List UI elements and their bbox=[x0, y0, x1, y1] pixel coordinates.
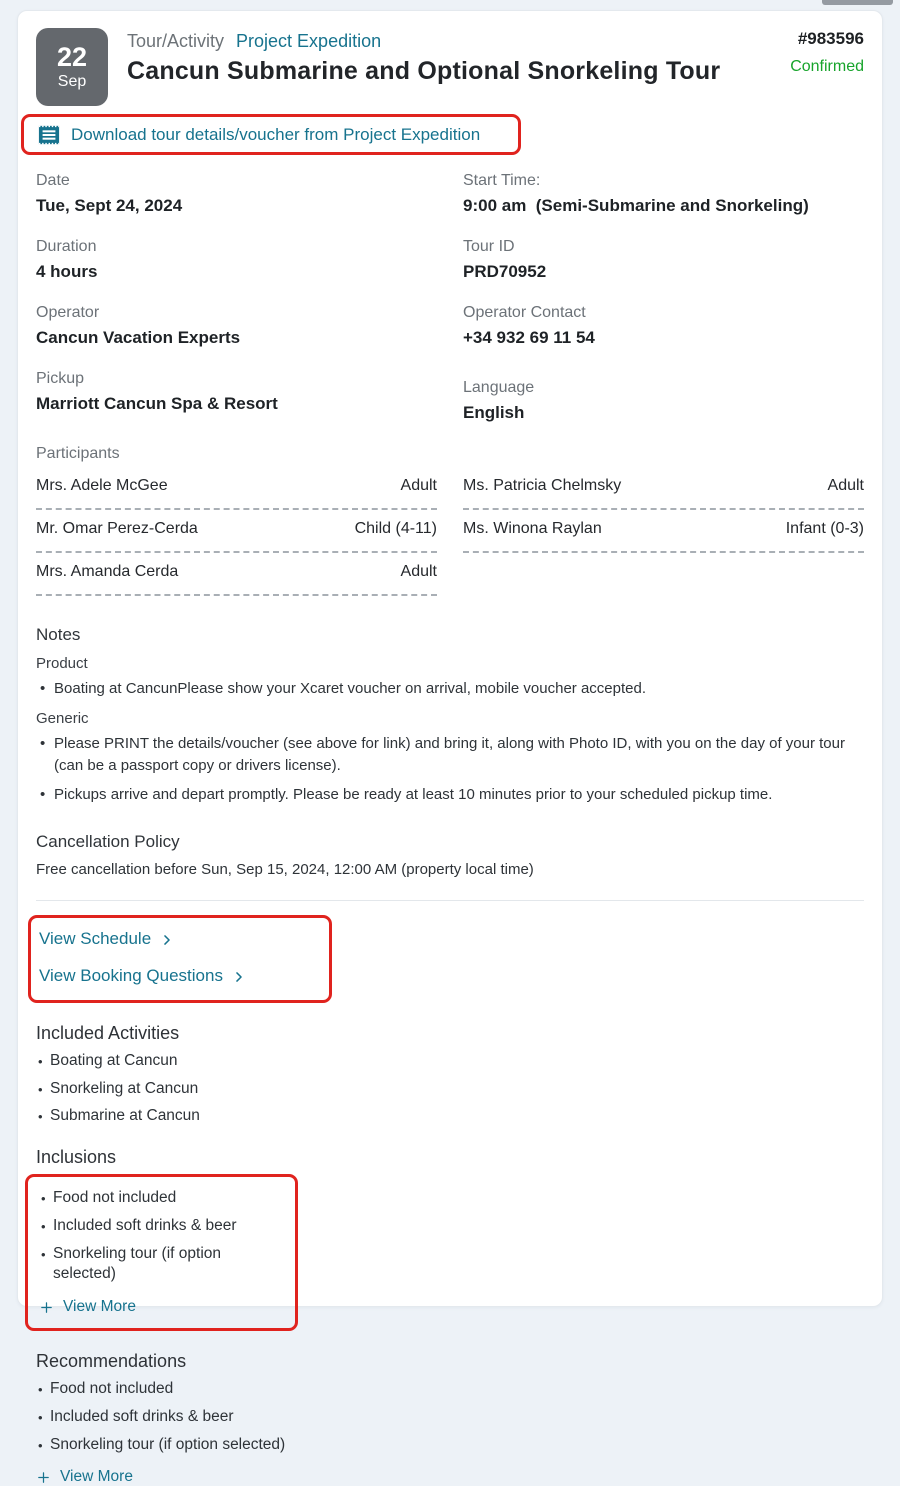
recommendation-item: • Included soft drinks & beer bbox=[36, 1407, 864, 1428]
view-booking-questions-link[interactable] bbox=[39, 966, 321, 986]
notes-generic-heading: Generic bbox=[36, 710, 89, 728]
participant-type: Adult bbox=[400, 477, 437, 494]
included-activities-heading: Included Activities bbox=[36, 1022, 180, 1043]
booking-detail-card bbox=[17, 10, 883, 1486]
participant-name: Mrs. Adele McGee bbox=[36, 477, 168, 494]
detail-label: Start Time: bbox=[463, 172, 541, 189]
detail-label: Operator Contact bbox=[463, 304, 586, 321]
ticket-icon bbox=[38, 124, 60, 146]
cancellation-heading: Cancellation Policy bbox=[36, 831, 180, 851]
detail-pickup bbox=[36, 370, 437, 423]
participant-name: Mr. Omar Perez-Cerda bbox=[36, 520, 198, 537]
detail-date bbox=[36, 172, 437, 216]
booking-type-label: Tour/Activity bbox=[127, 31, 225, 51]
participant-row bbox=[36, 510, 437, 553]
participant-type: Infant (0-3) bbox=[785, 520, 864, 537]
view-schedule-label: View Schedule bbox=[39, 928, 152, 948]
inclusions-heading: Inclusions bbox=[36, 1147, 117, 1168]
provider-link[interactable]: Project Expedition bbox=[236, 31, 382, 51]
date-badge-day: 22 bbox=[56, 41, 88, 72]
detail-value: Marriott Cancun Spa & Resort bbox=[36, 394, 278, 413]
recommendation-item: • Food not included bbox=[36, 1379, 864, 1400]
participant-name: Mrs. Amanda Cerda bbox=[36, 563, 179, 580]
date-badge-month: Sep bbox=[57, 73, 87, 91]
header-status bbox=[790, 28, 864, 76]
view-booking-questions-label: View Booking Questions bbox=[39, 965, 223, 985]
view-links-highlight bbox=[28, 915, 332, 1003]
participant-row bbox=[463, 467, 864, 510]
detail-tour-id bbox=[463, 238, 864, 282]
date-badge bbox=[36, 28, 108, 106]
participant-type: Adult bbox=[400, 563, 437, 580]
header bbox=[36, 28, 864, 106]
notes-heading: Notes bbox=[36, 625, 81, 644]
participant-row bbox=[36, 553, 437, 596]
note-item: • Boating at CancunPlease show your Xcaret voucher on arrival, mobile voucher accepted. bbox=[36, 678, 864, 700]
clipped-top-button[interactable] bbox=[822, 0, 893, 5]
recommendations-view-more-link[interactable] bbox=[36, 1468, 133, 1486]
booking-number: #983596 bbox=[797, 29, 864, 48]
detail-value: 4 hours bbox=[36, 262, 98, 281]
detail-label: Tour ID bbox=[463, 238, 515, 255]
activity-item: • Boating at Cancun bbox=[36, 1051, 864, 1072]
view-more-label: View More bbox=[60, 1468, 133, 1486]
chevron-right-icon bbox=[232, 970, 246, 984]
activity-item: • Submarine at Cancun bbox=[36, 1106, 864, 1127]
detail-start-time bbox=[463, 172, 864, 216]
detail-label: Date bbox=[36, 172, 70, 189]
detail-language bbox=[463, 379, 864, 423]
view-schedule-link[interactable] bbox=[39, 929, 321, 949]
inclusions-highlight bbox=[25, 1174, 298, 1331]
participant-type: Adult bbox=[827, 477, 864, 494]
participant-name: Ms. Patricia Chelmsky bbox=[463, 477, 622, 494]
participants-heading: Participants bbox=[36, 445, 120, 462]
inclusions-view-more-link[interactable] bbox=[39, 1298, 136, 1316]
inclusions-section bbox=[36, 1147, 864, 1331]
detail-value: 9:00 am (Semi-Submarine and Snorkeling) bbox=[463, 196, 809, 215]
participant-row bbox=[36, 467, 437, 510]
detail-value: Cancun Vacation Experts bbox=[36, 328, 241, 347]
inclusion-item: • Snorkeling tour (if option selected) bbox=[39, 1244, 283, 1286]
detail-operator bbox=[36, 304, 437, 348]
included-activities-section bbox=[36, 1023, 864, 1127]
recommendations-section bbox=[36, 1351, 864, 1486]
cancellation-text: Free cancellation before Sun, Sep 15, 2024, 12:00 AM (property local time) bbox=[36, 860, 534, 878]
recommendations-heading: Recommendations bbox=[36, 1351, 187, 1372]
header-titles bbox=[127, 28, 790, 86]
detail-operator-contact bbox=[463, 304, 864, 348]
download-voucher-highlight bbox=[21, 114, 521, 155]
cancellation-section bbox=[36, 832, 864, 878]
detail-label: Language bbox=[463, 379, 535, 396]
note-item: • Pickups arrive and depart promptly. Please be ready at least 10 minutes prior to your scheduled pickup time. bbox=[36, 784, 864, 806]
participant-name: Ms. Winona Raylan bbox=[463, 520, 602, 537]
note-item: • Please PRINT the details/voucher (see above for link) and bring it, along with Photo ID, with you on the day of your tour (can be a passport copy or drivers license). bbox=[36, 733, 864, 777]
page-title: Cancun Submarine and Optional Snorkeling Tour bbox=[127, 57, 721, 85]
participant-row bbox=[463, 510, 864, 553]
divider bbox=[36, 900, 864, 901]
inclusion-item: • Food not included bbox=[39, 1188, 283, 1209]
status-badge: Confirmed bbox=[790, 58, 864, 75]
inclusion-item: • Included soft drinks & beer bbox=[39, 1216, 283, 1237]
details-grid bbox=[36, 172, 864, 445]
notes-section bbox=[36, 625, 864, 806]
view-more-label: View More bbox=[63, 1298, 136, 1316]
detail-label: Operator bbox=[36, 304, 100, 321]
detail-label: Duration bbox=[36, 238, 97, 255]
detail-value: English bbox=[463, 403, 525, 422]
plus-icon bbox=[39, 1300, 54, 1315]
chevron-right-icon bbox=[160, 933, 174, 947]
participant-type: Child (4-11) bbox=[354, 520, 437, 537]
detail-value: Tue, Sept 24, 2024 bbox=[36, 196, 183, 215]
detail-duration bbox=[36, 238, 437, 282]
detail-label: Pickup bbox=[36, 370, 85, 387]
recommendation-item: • Snorkeling tour (if option selected) bbox=[36, 1435, 864, 1456]
participants-section bbox=[36, 445, 864, 596]
detail-value: PRD70952 bbox=[463, 262, 547, 281]
download-voucher-label: Download tour details/voucher from Project Expedition bbox=[71, 124, 481, 144]
activity-item: • Snorkeling at Cancun bbox=[36, 1079, 864, 1100]
download-voucher-link[interactable] bbox=[38, 124, 480, 146]
detail-value: +34 932 69 11 54 bbox=[463, 328, 595, 347]
notes-product-heading: Product bbox=[36, 655, 88, 672]
plus-icon bbox=[36, 1470, 51, 1485]
participants-grid bbox=[36, 467, 864, 596]
